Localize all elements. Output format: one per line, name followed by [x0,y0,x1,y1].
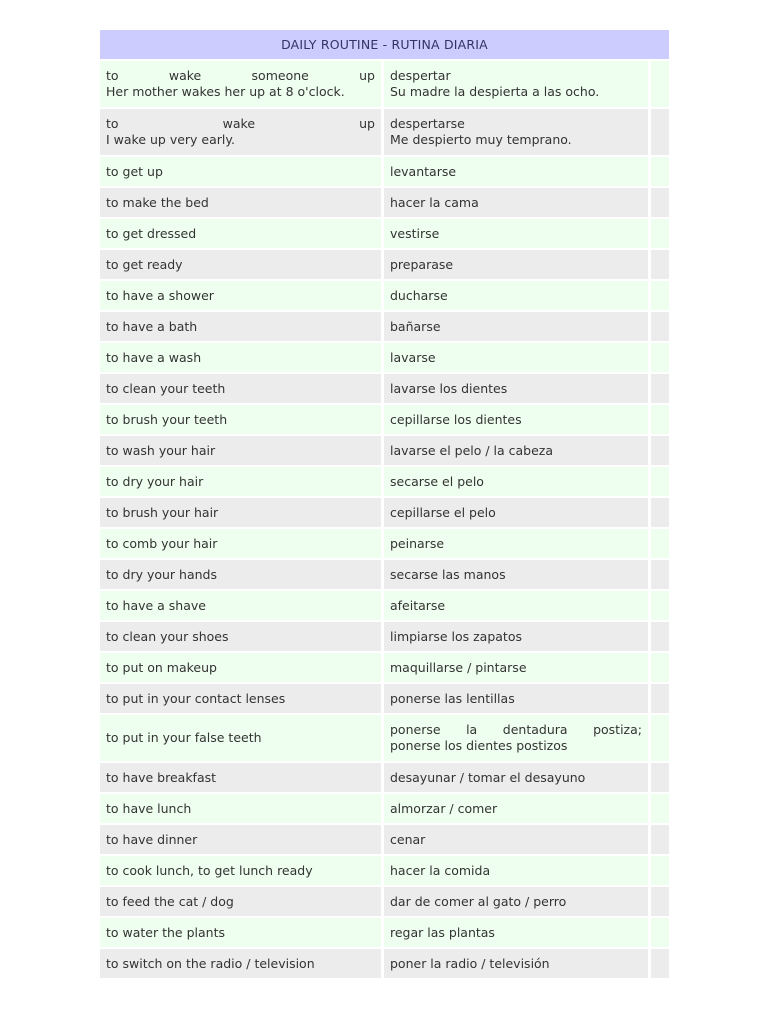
english-term: to clean your teeth [100,374,381,405]
extra-cell [651,436,669,467]
spanish-term: lavarse el pelo / la cabeza [384,436,648,467]
table-row [100,529,669,560]
table-row [100,61,669,109]
extra-cell [651,684,669,715]
spanish-term: ponerse las lentillas [384,684,648,715]
spanish-term: hacer la cama [384,188,648,219]
table-row [100,374,669,405]
english-term: to have a bath [100,312,381,343]
table-row [100,825,669,856]
english-term: to get dressed [100,219,381,250]
english-term: to put in your contact lenses [100,684,381,715]
extra-cell [651,498,669,529]
english-term: to have dinner [100,825,381,856]
extra-cell [651,188,669,219]
extra-cell [651,856,669,887]
english-term: to have lunch [100,794,381,825]
table-row [100,560,669,591]
english-cell [100,109,381,157]
spanish-cell [384,715,648,763]
extra-cell [651,763,669,794]
spanish-cell [384,109,648,157]
english-term: to brush your hair [100,498,381,529]
spanish-term: secarse las manos [384,560,648,591]
english-term: to get ready [100,250,381,281]
english-term: to brush your teeth [100,405,381,436]
extra-cell [651,281,669,312]
english-term: to cook lunch, to get lunch ready [100,856,381,887]
english-term: to put in your false teeth [100,715,381,763]
spanish-term: regar las plantas [384,918,648,949]
spanish-term: secarse el pelo [384,467,648,498]
extra-cell [651,825,669,856]
table-row [100,312,669,343]
spanish-term: maquillarse / pintarse [384,653,648,684]
english-term: to wake up [106,116,375,131]
english-term: to clean your shoes [100,622,381,653]
spanish-term: hacer la comida [384,856,648,887]
english-term: to feed the cat / dog [100,887,381,918]
table-row [100,763,669,794]
table-row [100,250,669,281]
table-row [100,188,669,219]
extra-cell [651,312,669,343]
spanish-term: despertar [390,68,451,83]
table-header-row [100,30,669,61]
table-row [100,918,669,949]
english-cell [100,61,381,109]
spanish-term: bañarse [384,312,648,343]
table-row [100,219,669,250]
spanish-example: Su madre la despierta a las ocho. [390,84,600,99]
vocabulary-table [100,30,669,980]
extra-cell [651,250,669,281]
spanish-term: lavarse [384,343,648,374]
extra-cell [651,61,669,109]
spanish-term-alt: ponerse los dientes postizos [390,738,568,753]
english-term: to have breakfast [100,763,381,794]
table-row [100,281,669,312]
table-row [100,498,669,529]
table-row [100,715,669,763]
english-example: Her mother wakes her up at 8 o'clock. [106,84,345,99]
english-term: to water the plants [100,918,381,949]
extra-cell [651,591,669,622]
extra-cell [651,374,669,405]
spanish-term: levantarse [384,157,648,188]
spanish-term: afeitarse [384,591,648,622]
spanish-term: desayunar / tomar el desayuno [384,763,648,794]
english-term: to get up [100,157,381,188]
spanish-term: almorzar / comer [384,794,648,825]
extra-cell [651,715,669,763]
english-term: to dry your hands [100,560,381,591]
table-row [100,436,669,467]
spanish-term: vestirse [384,219,648,250]
spanish-term: ponerse la dentadura postiza; [390,722,642,737]
spanish-cell [384,61,648,109]
table-row [100,343,669,374]
spanish-term: limpiarse los zapatos [384,622,648,653]
extra-cell [651,949,669,980]
table-body [100,61,669,980]
english-term: to wash your hair [100,436,381,467]
extra-cell [651,109,669,157]
table-row [100,467,669,498]
table-row [100,622,669,653]
english-term: to make the bed [100,188,381,219]
table-row [100,591,669,622]
extra-cell [651,467,669,498]
spanish-term: peinarse [384,529,648,560]
extra-cell [651,560,669,591]
extra-cell [651,653,669,684]
english-term: to dry your hair [100,467,381,498]
spanish-example: Me despierto muy temprano. [390,132,572,147]
extra-cell [651,157,669,188]
spanish-term: despertarse [390,116,465,131]
english-term: to put on makeup [100,653,381,684]
table-title: DAILY ROUTINE - RUTINA DIARIA [100,30,669,61]
table-row [100,109,669,157]
spanish-term: preparase [384,250,648,281]
english-term: to have a shave [100,591,381,622]
english-example: I wake up very early. [106,132,235,147]
table-row [100,653,669,684]
spanish-term: cenar [384,825,648,856]
extra-cell [651,405,669,436]
english-term: to have a shower [100,281,381,312]
english-term: to have a wash [100,343,381,374]
table-row [100,949,669,980]
spanish-term: ducharse [384,281,648,312]
extra-cell [651,343,669,374]
spanish-term: lavarse los dientes [384,374,648,405]
extra-cell [651,794,669,825]
english-term: to wake someone up [106,68,375,83]
table-row [100,856,669,887]
spanish-term: cepillarse el pelo [384,498,648,529]
table-row [100,684,669,715]
table-row [100,794,669,825]
extra-cell [651,219,669,250]
english-term: to comb your hair [100,529,381,560]
table-row [100,887,669,918]
english-term: to switch on the radio / television [100,949,381,980]
extra-cell [651,622,669,653]
extra-cell [651,529,669,560]
spanish-term: cepillarse los dientes [384,405,648,436]
table-row [100,157,669,188]
spanish-term: poner la radio / televisión [384,949,648,980]
extra-cell [651,918,669,949]
extra-cell [651,887,669,918]
spanish-term: dar de comer al gato / perro [384,887,648,918]
table-row [100,405,669,436]
